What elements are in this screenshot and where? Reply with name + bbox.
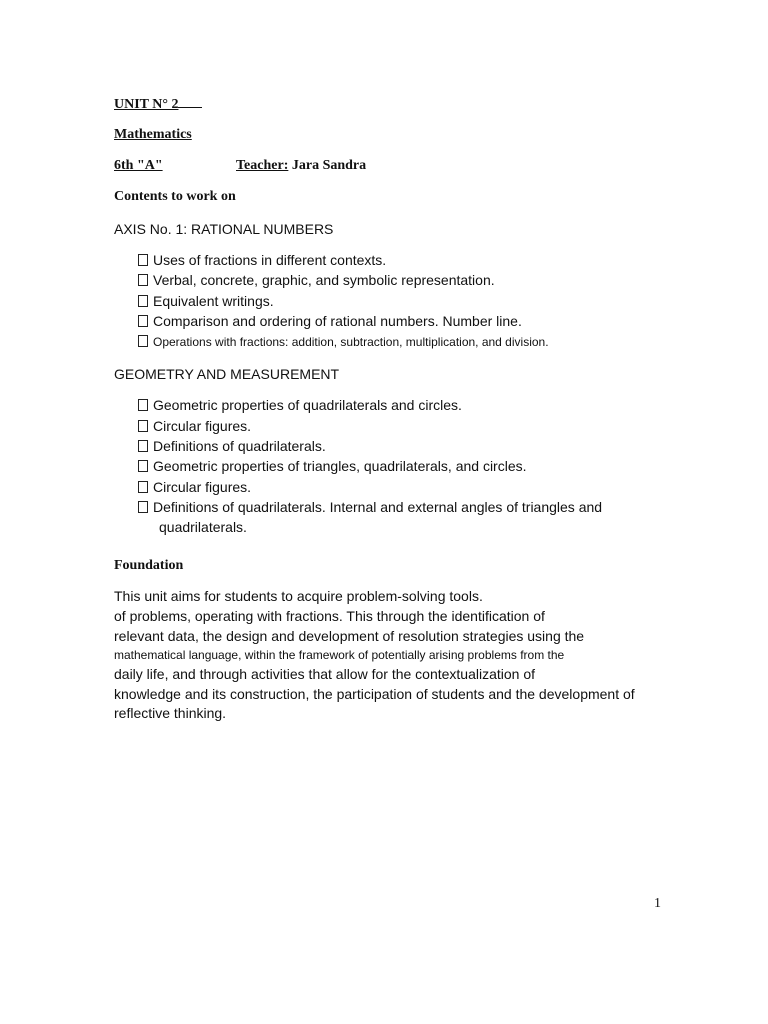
axis1-item	[138, 335, 549, 349]
geometry-item-text: Circular figures.	[153, 418, 252, 434]
axis1-item	[138, 252, 386, 268]
axis1-item	[138, 313, 522, 329]
bullet-box-icon	[138, 440, 148, 452]
bullet-box-icon	[138, 254, 148, 266]
teacher-label: Teacher:	[236, 158, 289, 173]
bullet-box-icon	[138, 420, 148, 432]
page-number: 1	[654, 896, 661, 911]
foundation-line: daily life, and through activities that allow for the contextualization of	[114, 666, 536, 682]
bullet-box-icon	[138, 315, 148, 327]
geometry-item-text: Geometric properties of triangles, quadrilaterals, and circles.	[153, 458, 527, 474]
unit-underline	[178, 95, 202, 108]
geometry-item	[138, 479, 251, 495]
geometry-item-text: Definitions of quadrilaterals. Internal and external angles of triangles and	[153, 499, 603, 515]
bullet-box-icon	[138, 481, 148, 493]
axis1-item-text: Verbal, concrete, graphic, and symbolic representation.	[153, 272, 495, 288]
geometry-item	[138, 418, 251, 434]
bullet-box-icon	[138, 295, 148, 307]
foundation-line: knowledge and its construction, the participation of students and the development of	[114, 686, 635, 702]
bullet-box-icon	[138, 335, 148, 347]
foundation-line: of problems, operating with fractions. This through the identification of	[114, 608, 545, 624]
axis1-item-text: Operations with fractions: addition, subtraction, multiplication, and division.	[153, 335, 549, 349]
foundation-line: mathematical language, within the framework of potentially arising problems from the	[114, 648, 565, 662]
axis1-title: AXIS No. 1: RATIONAL NUMBERS	[114, 221, 334, 237]
bullet-box-icon	[138, 399, 148, 411]
geometry-item-text: Definitions of quadrilaterals.	[153, 438, 326, 454]
foundation-line: relevant data, the design and development of resolution strategies using the	[114, 628, 585, 644]
geometry-item	[138, 458, 527, 474]
unit-title	[114, 95, 202, 113]
grade-label: 6th "A"	[114, 158, 163, 173]
bullet-box-icon	[138, 460, 148, 472]
foundation-line: reflective thinking.	[114, 705, 227, 721]
bullet-box-icon	[138, 274, 148, 286]
geometry-item	[138, 397, 462, 413]
geometry-item-text: Geometric properties of quadrilaterals and circles.	[153, 397, 462, 413]
geometry-title: GEOMETRY AND MEASUREMENT	[114, 366, 340, 382]
unit-label: UNIT N° 2	[114, 97, 179, 112]
axis1-item-text: Comparison and ordering of rational numbers. Number line.	[153, 313, 522, 329]
geometry-item-text: Circular figures.	[153, 479, 252, 495]
geometry-item	[138, 499, 602, 515]
foundation-heading: Foundation	[114, 558, 184, 573]
teacher-name: Jara Sandra	[288, 158, 367, 173]
contents-heading: Contents to work on	[114, 189, 236, 204]
axis1-item	[138, 272, 495, 288]
teacher-line	[236, 158, 366, 174]
geometry-item-continuation: quadrilaterals.	[159, 519, 247, 535]
axis1-item	[138, 293, 274, 309]
foundation-line: This unit aims for students to acquire problem-solving tools.	[114, 588, 483, 604]
axis1-item-text: Uses of fractions in different contexts.	[153, 252, 387, 268]
bullet-box-icon	[138, 501, 148, 513]
subject-title: Mathematics	[114, 127, 192, 142]
axis1-item-text: Equivalent writings.	[153, 293, 274, 309]
geometry-item	[138, 438, 326, 454]
